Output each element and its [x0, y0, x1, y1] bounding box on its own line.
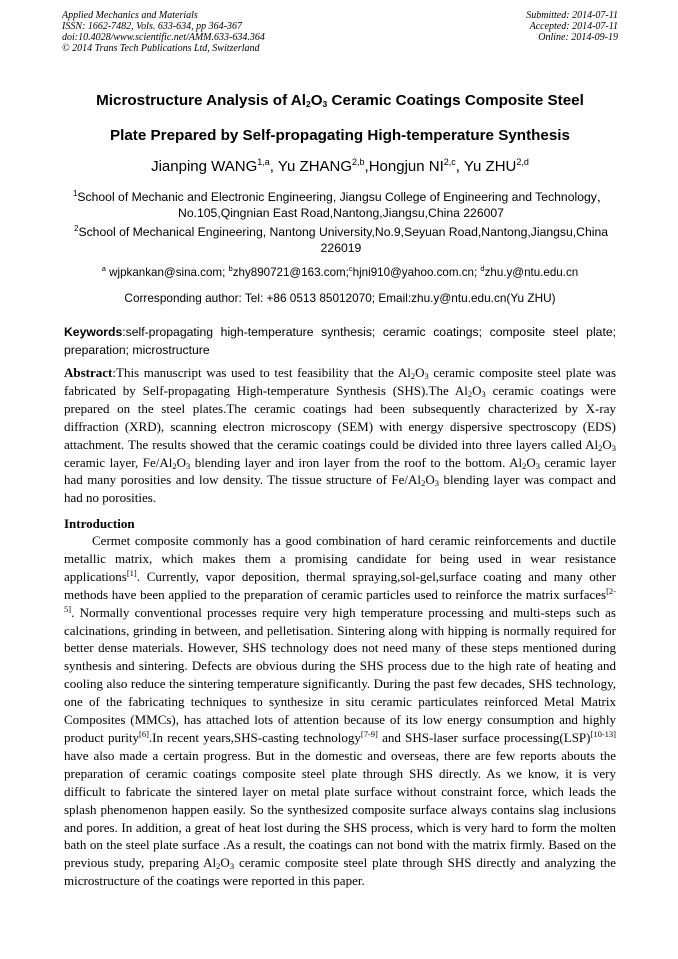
abstract-text: ceramic composite steel plate was fabricated by Self-propagating High-temperature Synthesis (SHS).The Al	[64, 365, 616, 398]
keywords-text: :self-propagating high-temperature synthesis; ceramic coatings; composite steel plate; preparation; microstructure	[64, 325, 616, 357]
intro-text: .In recent years,SHS-casting technology	[148, 729, 361, 745]
chem-subscript: 3	[186, 460, 191, 471]
abstract-text: O	[526, 454, 536, 470]
affiliation-2	[64, 224, 618, 256]
citation-link[interactable]: [1]	[126, 567, 137, 578]
corresponding-author: Corresponding author: Tel: +86 0513 85012070; Email:zhu.y@ntu.edu.cn(Yu ZHU)	[124, 291, 556, 305]
chem-subscript: 2	[467, 388, 473, 399]
author-name: Yu ZHU	[463, 158, 517, 175]
title-subscript: 2	[305, 99, 311, 109]
email-address[interactable]: hjni910@yahoo.com.cn;	[352, 266, 481, 279]
abstract-text: ceramic coatings were prepared on the steel plates.The ceramic coatings had been subsequently characterized by X-ray diffraction (XRD), scanning electron microscopy (SEM) with energy dispersive spectroscopy (EDS) attachment. The results showed that the ceramic coatings could be divided into three layers called Al	[64, 382, 616, 452]
citation-link[interactable]: [6]	[139, 728, 149, 739]
abstract-text: ceramic layer, Fe/Al	[64, 454, 173, 470]
online-date: Online: 2014-09-19	[538, 32, 618, 43]
author-name: Yu ZHANG	[277, 158, 353, 175]
affiliation-text: School of Mechanical Engineering, Nantong University,No.9,Seyuan Road,Nantong,Jiangsu,China 226019	[78, 225, 609, 255]
email-marker: b	[228, 264, 233, 273]
keywords-label: Keywords	[64, 325, 123, 339]
citation-link[interactable]: [2-5]	[64, 585, 616, 614]
email-address[interactable]: zhu.y@ntu.edu.cn	[484, 266, 579, 279]
keywords-section	[64, 323, 616, 359]
submitted-date: Submitted: 2014-07-11	[526, 10, 618, 21]
intro-text: Cermet composite commonly has a good combination of hard ceramic reinforcements and ductile metallic matrix, which makes them a promising candidate for being used in wear resistance applications	[64, 533, 616, 584]
title-text: Microstructure Analysis of Al	[96, 92, 306, 109]
introduction-paragraph	[64, 532, 616, 890]
email-address[interactable]: zhy890721@163.com;	[232, 266, 349, 279]
doi-link[interactable]: doi:10.4028/www.scientific.net/AMM.633-634.364	[62, 32, 265, 43]
email-marker: c	[348, 264, 353, 273]
abstract-section	[64, 364, 616, 507]
chem-subscript: 2	[598, 442, 603, 453]
abstract-text: O	[425, 472, 435, 488]
abstract-label: Abstract	[64, 365, 113, 380]
publication-dates	[526, 10, 618, 43]
chem-subscript: 2	[421, 478, 426, 489]
chem-subscript: 2	[522, 460, 527, 471]
affiliation-marker: 1	[72, 189, 78, 198]
abstract-text: blending layer was compact and had no porosities.	[64, 472, 617, 506]
chem-subscript: 2	[410, 371, 416, 381]
abstract-text: O	[472, 382, 482, 398]
abstract-text: ceramic layer had many porosities and low density. The tissue structure of Fe/Al	[64, 454, 616, 488]
abstract-text: O	[602, 436, 612, 452]
intro-text: . Currently, vapor deposition, thermal spraying,sol-gel,surface coating and many other methods have been applied to the preparation of ceramic particles used to reinforce the matrix surfaces	[64, 568, 616, 602]
intro-text: . Normally conventional processes require very high temperature processing and multi-steps such as calcinations, grinding in between, and pelletisation. Sintering along with hipping is normally required for better dense materials. However, SHS technology does not need many of these steps mentioned during synthesis and sintering. Defects are obvious during the SHS process due to the high rate of heating and cooling also reduce the sintering temperature significantly. During the past few decades, SHS technology, one of the fabricating techniques to synthesize in situ ceramic particulates reinforced Metal Matrix Composites (MMCs), has attached lots of attention because of its low energy consumption and highly product purity	[64, 604, 616, 745]
author-separator: ,	[364, 158, 369, 175]
chem-subscript: 3	[611, 442, 616, 453]
chem-subscript: 3	[424, 371, 429, 381]
intro-text: ceramic composite steel plate through SHS directly and analyzing the microstructure of the coatings were reported in this paper.	[64, 855, 616, 889]
email-marker: d	[480, 264, 485, 273]
chem-subscript: 3	[229, 861, 235, 872]
author-affiliation-marker: 2,d	[516, 157, 529, 167]
abstract-text: O	[415, 365, 425, 380]
author-emails	[62, 265, 618, 280]
title-subscript: 3	[322, 99, 328, 109]
chem-subscript: 2	[216, 861, 221, 872]
affiliation-marker: 2	[73, 224, 79, 233]
author-affiliation-marker: 1,a	[257, 157, 270, 167]
author-separator: ,	[455, 158, 464, 175]
chem-subscript: 2	[172, 460, 177, 471]
chem-subscript: 3	[434, 478, 439, 489]
intro-text: have also made a certain progress. But in the domestic and overseas, there are few reports abouts the preparation of ceramic coatings composite steel plate through SHS directly. As we know, it is very difficult to fabricate the sintered layer on metal plate surface without constraint force, which leads the splash phenomenon happen easily. So the synthesized composite surface always contains slag inclusions and pores. In addition, a great of heat lost during the SHS process, which is very hard to form the molten bath on the steel plate surface .As a result, the coatings can not bond with the matrix firmly. Based on the previous study, preparing Al	[64, 747, 616, 871]
copyright-line: © 2014 Trans Tech Publications Ltd, Switzerland	[62, 43, 260, 54]
author-list	[62, 158, 618, 176]
intro-text: and SHS-laser surface processing(LSP)	[377, 729, 591, 745]
affiliation-1	[64, 189, 618, 221]
email-marker: a	[101, 264, 106, 273]
abstract-text: :This manuscript was used to test feasibility that the Al	[112, 365, 411, 380]
email-address[interactable]: wjpkankan@sina.com;	[105, 266, 229, 279]
journal-name: Applied Mechanics and Materials	[62, 10, 198, 21]
title-text: O	[310, 92, 323, 109]
chem-subscript: 3	[535, 460, 540, 471]
author-name: Hongjun NI	[368, 158, 444, 175]
introduction-heading: Introduction	[64, 516, 135, 531]
title-text: Ceramic Coatings Composite Steel	[327, 92, 584, 109]
citation-link[interactable]: [10-13]	[590, 728, 616, 739]
intro-text: O	[220, 855, 230, 871]
author-name: Jianping WANG	[151, 158, 258, 175]
author-separator: ,	[269, 158, 278, 175]
paper-title-line-1	[62, 92, 618, 110]
citation-link[interactable]: [7-9]	[360, 728, 378, 739]
paper-title-line-2: Plate Prepared by Self-propagating High-temperature Synthesis	[110, 127, 570, 144]
chem-subscript: 3	[481, 388, 486, 399]
accepted-date: Accepted: 2014-07-11	[529, 21, 618, 32]
author-affiliation-marker: 2,b	[352, 157, 365, 167]
author-affiliation-marker: 2,c	[443, 157, 456, 167]
abstract-text: O	[176, 454, 187, 470]
issn-line: ISSN: 1662-7482, Vols. 633-634, pp 364-367	[62, 21, 242, 32]
journal-info	[62, 10, 265, 54]
affiliation-text: School of Mechanic and Electronic Engineering, Jiangsu College of Engineering and Technology，No.105,Qingnian East Road,Nantong,Jiangsu,China 226007	[77, 190, 610, 220]
abstract-text: blending layer and iron layer from the roof to the bottom. Al	[190, 454, 523, 470]
